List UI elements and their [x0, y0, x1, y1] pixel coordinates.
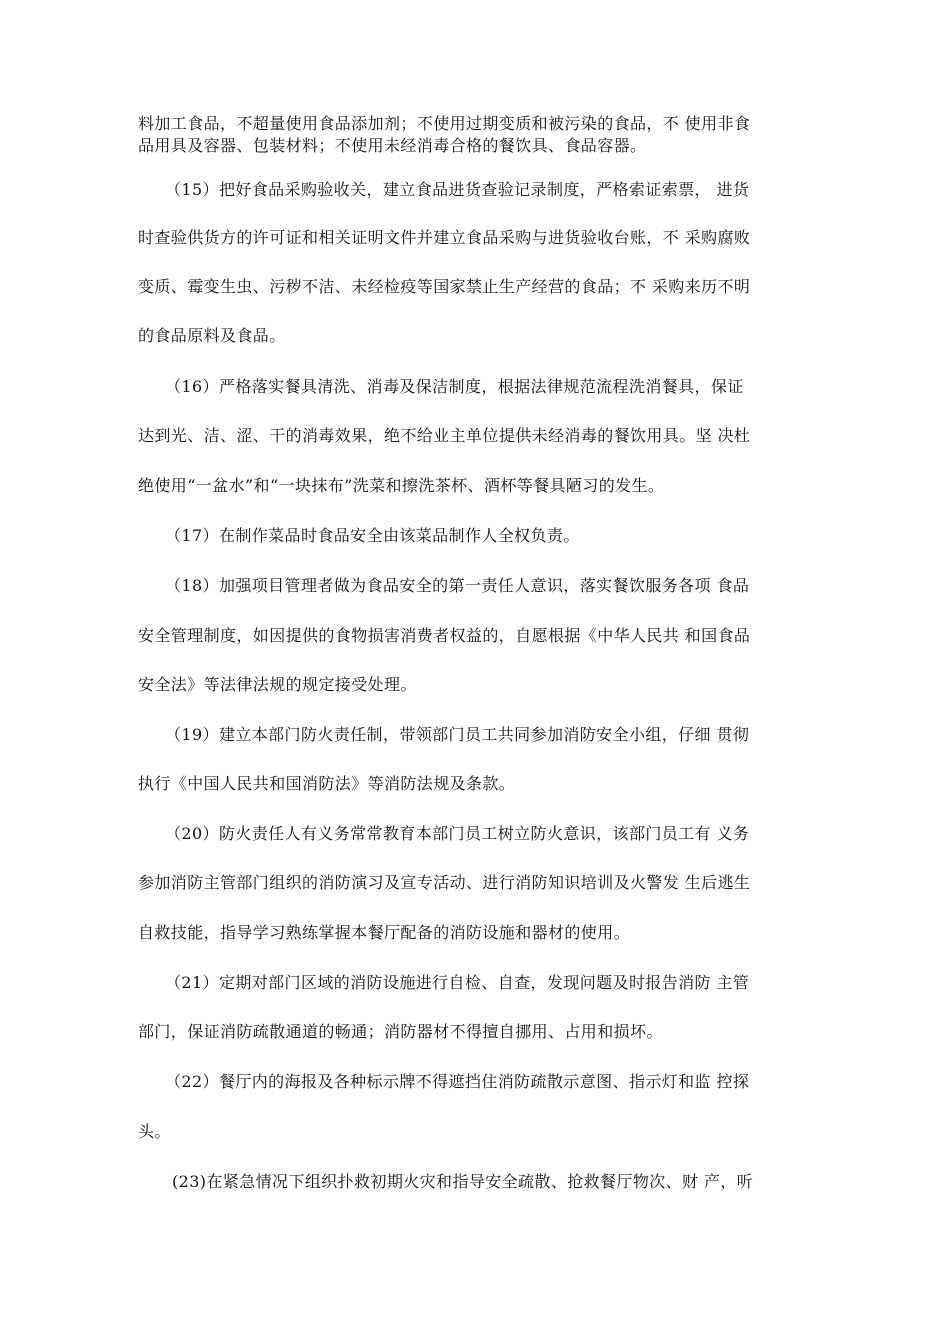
paragraph-19-line: （19）建立本部门防火责任制，带领部门员工共同参加消防安全小组，仔细 贯彻 — [165, 725, 750, 744]
text-line: 绝使用“一盆水”和“一块抹布”洗菜和擦洗茶杯、酒杯等餐具陋习的发生。 — [138, 476, 665, 495]
text-line: 安全法》等法律法规的规定接受处理。 — [138, 675, 417, 694]
text-line: 品用具及容器、包装材料；不使用未经消毒合格的餐饮具、食品容器。 — [138, 136, 647, 155]
paragraph-17-line: （17）在制作菜品时食品安全由该菜品制作人全权负责。 — [165, 526, 580, 545]
paragraph-22-line: （22）餐厅内的海报及各种标示牌不得遮挡住消防疏散示意图、指示灯和监 控探 — [165, 1072, 750, 1091]
text-line: 料加工食品，不超量使用食品添加剂；不使用过期变质和被污染的食品，不 使用非食 — [138, 114, 751, 133]
paragraph-20-line: （20）防火责任人有义务常常教育本部门员工树立防火意识，该部门员工有 义务 — [165, 824, 750, 843]
text-line: 参加消防主管部门组织的消防演习及宣专活动、进行消防知识培训及火警发 生后逃生 — [138, 873, 751, 892]
paragraph-15-line: （15）把好食品采购验收关，建立食品进货查验记录制度，严格索证索票， 进货 — [165, 180, 750, 199]
text-line: 达到光、洁、涩、干的消毒效果，绝不给业主单位提供未经消毒的餐饮用具。坚 决杜 — [138, 426, 751, 445]
text-line: 时查验供货方的许可证和相关证明文件并建立食品采购与进货验收台账，不 采购腐败 — [138, 228, 751, 247]
text-line: 部门，保证消防疏散通道的畅通；消防器材不得擅自挪用、占用和损坏。 — [138, 1022, 663, 1041]
text-line: 自救技能，指导学习熟练掌握本餐厅配备的消防设施和器材的使用。 — [138, 923, 631, 942]
text-line: 变质、霉变生虫、污秽不洁、未经检疫等国家禁止生产经营的食品；不 采购来历不明 — [138, 277, 751, 296]
text-line: 头。 — [138, 1122, 171, 1141]
paragraph-16-line: （16）严格落实餐具清洗、消毒及保洁制度，根据法律规范流程洗消餐具，保证 — [165, 377, 744, 396]
paragraph-18-line: （18）加强项目管理者做为食品安全的第一责任人意识，落实餐饮服务各项 食品 — [165, 576, 750, 595]
text-line: 执行《中国人民共和国消防法》等消防法规及条款。 — [138, 774, 516, 793]
text-line: 的食品原料及食品。 — [138, 326, 286, 345]
paragraph-21-line: （21）定期对部门区域的消防设施进行自检、自查，发现问题及时报告消防 主管 — [165, 973, 750, 992]
paragraph-23-line: (23)在紧急情况下组织扑救初期火灾和指导安全疏散、抢救餐厅物次、财 产，听 — [172, 1172, 754, 1191]
text-line: 安全管理制度，如因提供的食物损害消费者权益的，自愿根据《中华人民共 和国食品 — [138, 626, 751, 645]
